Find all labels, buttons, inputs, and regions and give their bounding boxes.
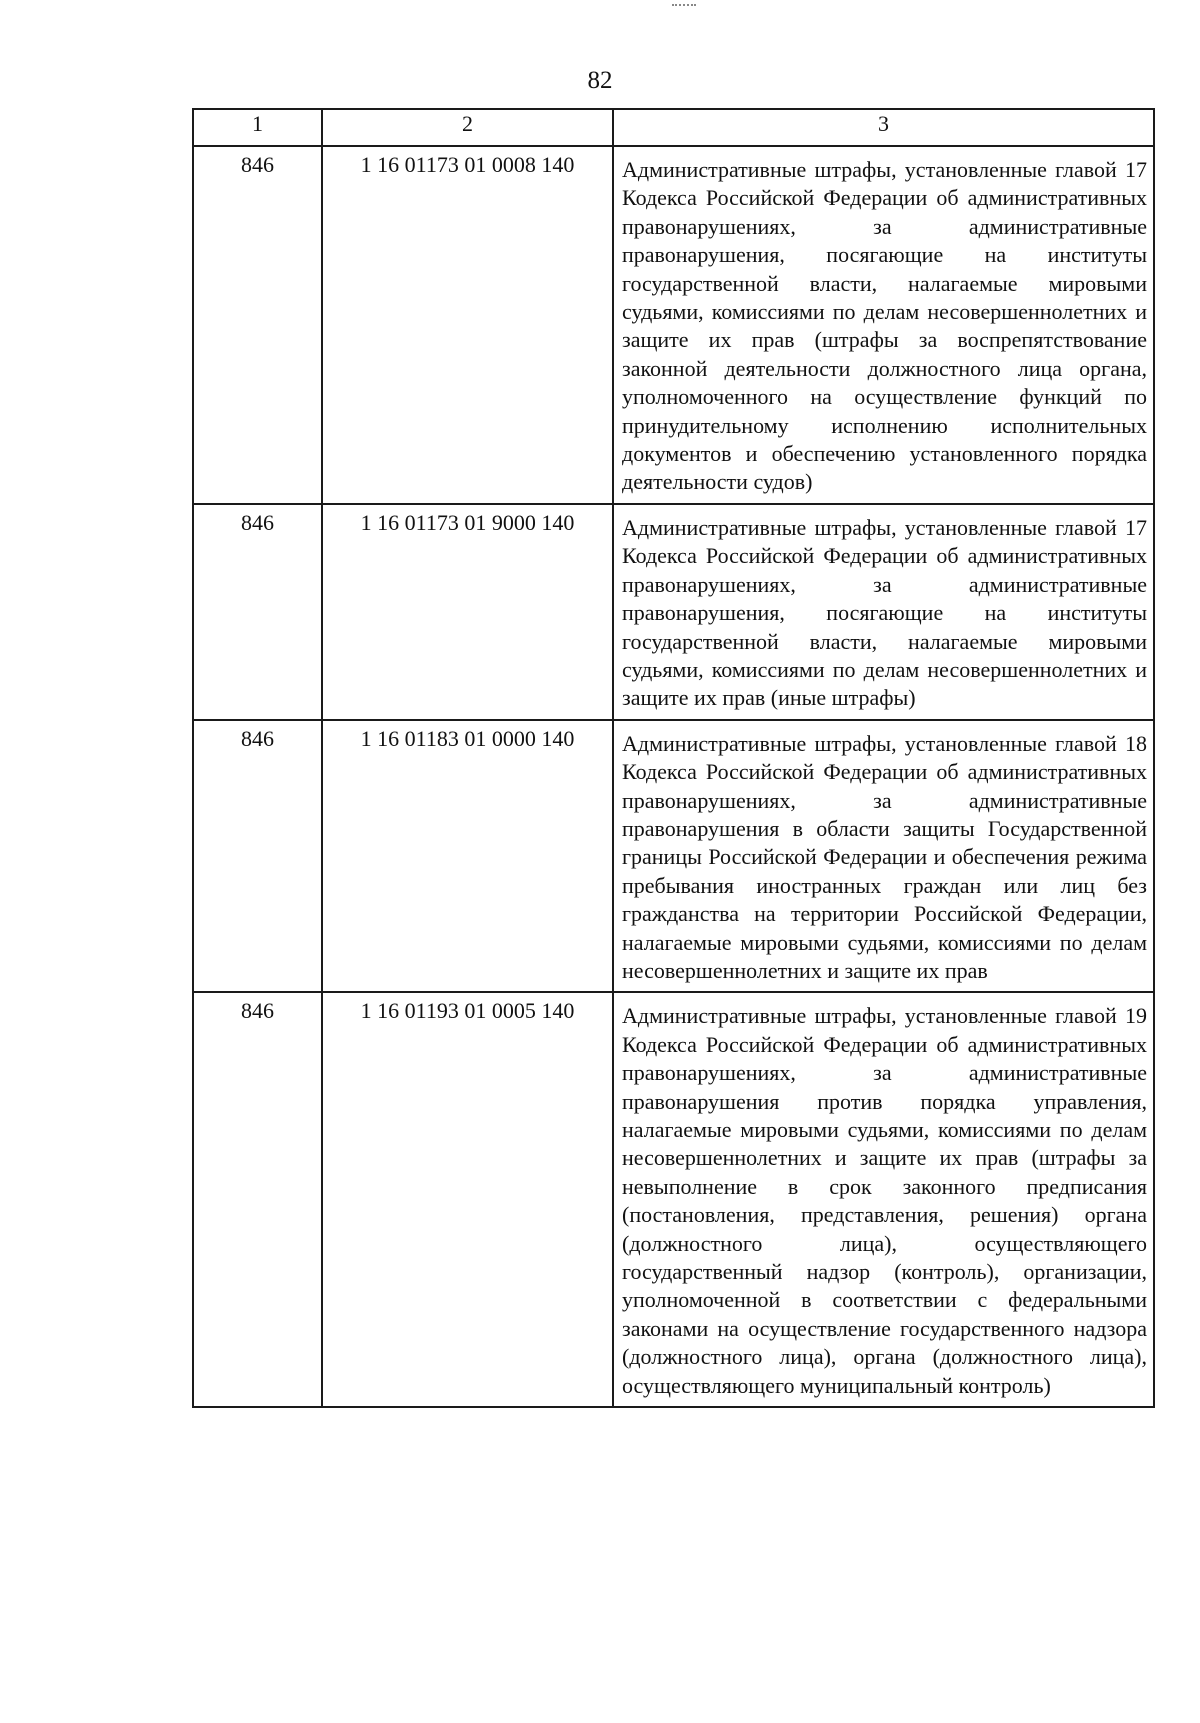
table-row xyxy=(193,146,1154,504)
kbk-code-cell: 1 16 01193 01 0005 140 xyxy=(322,992,613,1407)
admin-code-cell: 846 xyxy=(193,146,322,504)
column-header-3: 3 xyxy=(613,109,1154,146)
admin-code-cell: 846 xyxy=(193,992,322,1407)
description-cell: Административные штрафы, установленные главой 19 Кодекса Российской Федерации об административных правонарушениях, за административные правонарушения против порядка управления, налагаемые мировыми судьями, комиссиями по делам несовершеннолетних и защите их прав (штрафы за невыполнение в срок законного предписания (постановления, представления, решения) органа (должностного лица), осуществляющего государственный надзор (контроль), организации, уполномоченной в соответствии с федеральными законами на осуществление государственного надзора (должностного лица), органа (должностного лица), осуществляющего муниципальный контроль) xyxy=(613,992,1154,1407)
kbk-code-cell: 1 16 01173 01 9000 140 xyxy=(322,504,613,720)
page-number: 82 xyxy=(587,67,613,94)
table-row xyxy=(193,992,1154,1407)
description-cell: Административные штрафы, установленные главой 17 Кодекса Российской Федерации об административных правонарушениях, за административные правонарушения, посягающие на институты государственной власти, налагаемые мировыми судьями, комиссиями по делам несовершеннолетних и защите их прав (иные штрафы) xyxy=(613,504,1154,720)
kbk-code-cell: 1 16 01183 01 0000 140 xyxy=(322,720,613,993)
table-row xyxy=(193,504,1154,720)
admin-code-cell: 846 xyxy=(193,504,322,720)
description-cell: Административные штрафы, установленные главой 18 Кодекса Российской Федерации об административных правонарушениях, за административные правонарушения в области защиты Государственной границы Российской Федерации и обеспечения режима пребывания иностранных граждан или лиц без гражданства на территории Российской Федерации, налагаемые мировыми судьями, комиссиями по делам несовершеннолетних и защите их прав xyxy=(613,720,1154,993)
table-header-row xyxy=(193,109,1154,146)
description-cell: Административные штрафы, установленные главой 17 Кодекса Российской Федерации об административных правонарушениях, за административные правонарушения, посягающие на институты государственной власти, налагаемые мировыми судьями, комиссиями по делам несовершеннолетних и защите их прав (штрафы за воспрепятствование законной деятельности должностного лица органа, уполномоченного на осуществление функций по принудительному исполнению исполнительных документов и обеспечению установленного порядка деятельности судов) xyxy=(613,146,1154,504)
column-header-1: 1 xyxy=(193,109,322,146)
budget-classification-table xyxy=(192,108,1155,1408)
scan-artifact xyxy=(672,0,696,6)
kbk-code-cell: 1 16 01173 01 0008 140 xyxy=(322,146,613,504)
admin-code-cell: 846 xyxy=(193,720,322,993)
table-row xyxy=(193,720,1154,993)
column-header-2: 2 xyxy=(322,109,613,146)
